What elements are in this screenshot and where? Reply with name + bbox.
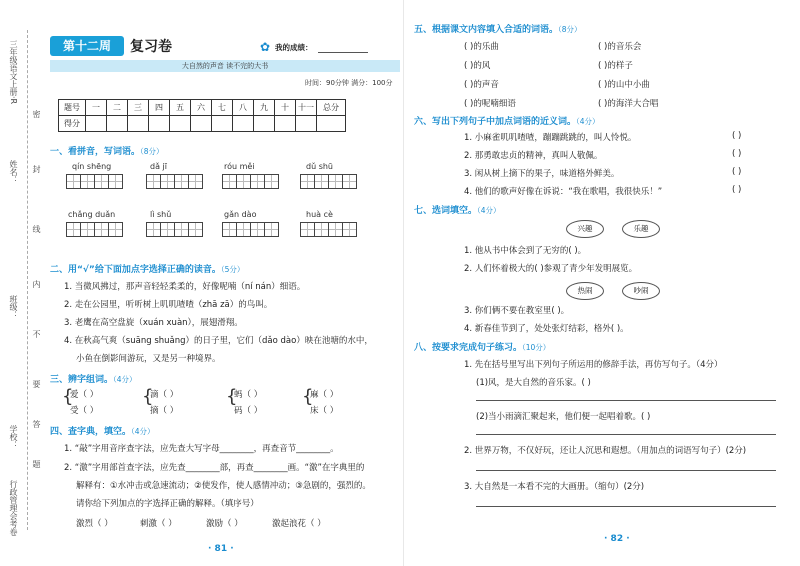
page-number: · 82 · <box>604 534 630 544</box>
writing-grid[interactable] <box>300 222 356 237</box>
question-item: 1. 当微风拂过，那声音轻轻柔柔的，好像呢喃（ní nán）细语。 <box>64 282 306 292</box>
score-table <box>58 99 346 132</box>
page-title: 复习卷 <box>130 39 172 55</box>
choice-item[interactable]: 刺激（ ） <box>140 519 177 529</box>
question-item: 解释有：①水冲击或急速流动；②使发作，使人感情冲动；③急剧的，强烈的。 <box>76 481 371 491</box>
section-title-text: 一、看拼音，写词语。 <box>50 147 141 157</box>
section-title-text: 七、选词填空。 <box>414 206 478 216</box>
section-6-title <box>414 114 600 127</box>
word-pair[interactable]: 床（ ） <box>310 406 339 416</box>
question-item: 2. 人们怀着极大的( )参观了青少年发明展览。 <box>464 264 638 274</box>
table-cell: 三 <box>128 100 149 116</box>
question-item: 3. 大自然是一本看不完的大画册。（缩句）(2分) <box>464 482 645 492</box>
question-item: 1. 先在括号里写出下列句子所运用的修辞手法，再仿写句子。（4分） <box>464 360 723 370</box>
seal-char: 要 <box>32 380 41 388</box>
section-points: （4分） <box>131 427 155 436</box>
fill-item[interactable]: ( )的乐曲 <box>464 42 499 52</box>
answer-blank[interactable]: ( ) <box>732 185 742 195</box>
table-cell: 七 <box>212 100 233 116</box>
writing-grid[interactable] <box>146 222 202 237</box>
word-pair[interactable]: 摘（ ） <box>150 406 179 416</box>
table-cell: 题号 <box>59 100 86 116</box>
book-label: 三年级语文上册·R <box>9 40 18 105</box>
binding-margin <box>0 0 40 566</box>
writing-grid[interactable] <box>66 174 122 189</box>
section-points: （4分） <box>477 206 501 215</box>
word-pair[interactable]: 蚂（ ） <box>234 390 263 400</box>
name-label: 姓名： <box>9 160 18 184</box>
page-number: · 81 · <box>208 544 234 554</box>
score-table-score-row <box>59 116 346 132</box>
pinyin: dǎ jī <box>150 162 167 171</box>
question-item: 请你给下列加点的字选择正确的解释。（填序号） <box>76 499 259 509</box>
theme-banner: 大自然的声音 读不完的大书 <box>50 60 400 72</box>
word-choice-bubble: 热闹 <box>566 282 604 300</box>
question-item: 4. 在秋高气爽（suāng shuǎng）的日子里，它们（dǎo dào）映在池塘的水中， <box>64 336 373 346</box>
score-cell[interactable] <box>191 116 212 132</box>
section-5-title <box>414 22 582 35</box>
section-1-title <box>50 144 164 157</box>
section-title-text: 八、按要求完成句子练习。 <box>414 343 523 353</box>
question-item: 3. 闲从树上摘下的果子，味道格外鲜美。 <box>464 169 620 179</box>
section-4-title <box>50 424 155 437</box>
pinyin: huà cè <box>306 210 333 219</box>
seal-char: 不 <box>32 330 41 338</box>
score-cell[interactable] <box>317 116 346 132</box>
word-choice-bubble: 吵闹 <box>622 282 660 300</box>
score-cell[interactable] <box>107 116 128 132</box>
pinyin: róu měi <box>224 162 255 171</box>
question-item: (1)风，是大自然的音乐家。( ) <box>476 378 591 388</box>
fill-item[interactable]: ( )的呢喃细语 <box>464 99 516 109</box>
question-item: 3. 你们俩不要在教室里( )。 <box>464 306 570 316</box>
table-cell: 十一 <box>296 100 317 116</box>
seal-char: 内 <box>32 280 41 288</box>
seal-char: 封 <box>32 165 41 173</box>
fill-item[interactable]: ( )的声音 <box>464 80 499 90</box>
table-cell: 五 <box>170 100 191 116</box>
section-points: （10分） <box>522 343 551 352</box>
fill-item[interactable]: ( )的风 <box>464 61 491 71</box>
score-cell[interactable] <box>275 116 296 132</box>
answer-line[interactable] <box>476 400 776 401</box>
answer-blank[interactable]: ( ) <box>732 167 742 177</box>
series-label: 行政管理会考卷 <box>9 480 18 536</box>
brace: { <box>62 386 74 407</box>
table-cell: 总分 <box>317 100 346 116</box>
word-choice-bubble: 兴趣 <box>566 220 604 238</box>
seal-line <box>27 30 28 530</box>
score-cell[interactable] <box>86 116 107 132</box>
writing-grid[interactable] <box>222 222 278 237</box>
question-item: 4. 他们的歌声好像在诉说：“我在歌唱，我很快乐！” <box>464 187 663 197</box>
section-points: （8分） <box>140 147 164 156</box>
writing-grid[interactable] <box>66 222 122 237</box>
answer-line[interactable] <box>476 506 776 507</box>
pinyin: chǎng duǎn <box>68 210 116 219</box>
word-pair[interactable]: 爱（ ） <box>70 390 99 400</box>
pinyin: gǎn dào <box>224 210 257 219</box>
answer-line[interactable] <box>476 434 776 435</box>
word-choice-bubble: 乐趣 <box>622 220 660 238</box>
writing-grid[interactable] <box>146 174 202 189</box>
page-divider <box>403 0 404 566</box>
section-3-title <box>50 372 137 385</box>
question-item: 1. “敲”字用音序查字法，应先查大写字母________，再查音节________。 <box>64 444 339 454</box>
section-title-text: 三、辨字组词。 <box>50 375 114 385</box>
seal-char: 题 <box>32 460 41 468</box>
seal-char: 答 <box>32 420 41 428</box>
table-cell: 八 <box>233 100 254 116</box>
choice-item[interactable]: 激烈（ ） <box>76 519 113 529</box>
week-badge: 第十二周 <box>50 36 124 56</box>
score-cell[interactable] <box>296 116 317 132</box>
section-points: （4分） <box>113 375 137 384</box>
word-pair[interactable]: 麻（ ） <box>310 390 339 400</box>
question-item: 2. 那勇敢忠贞的精神，真叫人敬佩。 <box>464 151 603 161</box>
writing-grid[interactable] <box>300 174 356 189</box>
question-item: 2. 世界万物，不仅好玩，还让人沉思和遐想。（用加点的词语写句子）(2分) <box>464 446 747 456</box>
table-cell: 十 <box>275 100 296 116</box>
seal-char: 密 <box>32 110 41 118</box>
writing-grid[interactable] <box>222 174 278 189</box>
section-8-title <box>414 340 550 353</box>
table-cell: 二 <box>107 100 128 116</box>
answer-blank[interactable]: ( ) <box>732 149 742 159</box>
score-cell[interactable] <box>212 116 233 132</box>
time-info: 时间：90分钟 满分：100分 <box>305 79 393 87</box>
score-cell[interactable] <box>170 116 191 132</box>
class-label: 班级： <box>9 295 18 319</box>
answer-blank[interactable]: ( ) <box>732 131 742 141</box>
question-item: 2. “激”字用部首查字法，应先查________部，再查________画。“激”在字典里的 <box>64 463 365 473</box>
score-table-header-row <box>59 100 346 116</box>
word-pair[interactable]: 滴（ ） <box>150 390 179 400</box>
score-cell[interactable] <box>254 116 275 132</box>
pinyin: qín shēng <box>72 162 112 171</box>
section-7-title <box>414 203 501 216</box>
school-label: 学校： <box>9 425 18 449</box>
question-item: 4. 新春佳节到了，处处张灯结彩，格外( )。 <box>464 324 629 334</box>
fill-item[interactable]: ( )的山中小曲 <box>598 80 650 90</box>
table-cell: 得分 <box>59 116 86 132</box>
score-cell[interactable] <box>149 116 170 132</box>
section-points: （4分） <box>576 117 600 126</box>
section-points: （8分） <box>558 25 582 34</box>
choice-item[interactable]: 激励（ ） <box>206 519 243 529</box>
section-title-text: 四、查字典，填空。 <box>50 427 132 437</box>
section-title-text: 二、用“√”给下面加点字选择正确的读音。 <box>50 265 221 275</box>
pinyin: dǔ shū <box>306 162 333 171</box>
answer-line[interactable] <box>476 470 776 471</box>
my-score-line[interactable] <box>318 52 368 53</box>
seal-char: 线 <box>32 225 41 233</box>
brace: { <box>226 386 238 407</box>
question-item: 1. 小麻雀叽叽喳喳，蹦蹦跳跳的，叫人怜悦。 <box>464 133 637 143</box>
fill-item[interactable]: ( )的海洋大合唱 <box>598 99 659 109</box>
question-item: 3. 老鹰在高空盘旋（xuán xuàn），展翅滑翔。 <box>64 318 243 328</box>
question-item: (2)当小雨滴汇聚起来，他们便一起唱着歌。( ) <box>476 412 651 422</box>
brace: { <box>142 386 154 407</box>
fill-item[interactable]: ( )的音乐会 <box>598 42 642 52</box>
question-item: 2. 走在公园里，听听树上叽叽喳喳（zhā zā）的鸟叫。 <box>64 300 273 310</box>
table-cell: 六 <box>191 100 212 116</box>
section-points: （5分） <box>220 265 245 274</box>
fill-item[interactable]: ( )的样子 <box>598 61 633 71</box>
section-title-text: 五、根据课文内容填入合适的词语。 <box>414 25 559 35</box>
section-2-title <box>50 262 244 275</box>
my-score-label: 我的成绩： <box>275 43 313 52</box>
question-item: 小鱼在倒影间游玩，又是另一种境界。 <box>76 354 221 364</box>
table-cell: 四 <box>149 100 170 116</box>
choice-item[interactable]: 激起浪花（ ） <box>272 519 326 529</box>
pinyin: lì shǔ <box>150 210 172 219</box>
brace: { <box>302 386 314 407</box>
question-item: 1. 他从书中体会到了无穷的( )。 <box>464 246 587 256</box>
flower-icon: ✿ <box>260 40 271 54</box>
word-pair[interactable]: 受（ ） <box>70 406 99 416</box>
score-cell[interactable] <box>128 116 149 132</box>
section-title-text: 六、写出下列句子中加点词语的近义词。 <box>414 117 577 127</box>
table-cell: 一 <box>86 100 107 116</box>
word-pair[interactable]: 码（ ） <box>234 406 263 416</box>
table-cell: 九 <box>254 100 275 116</box>
score-cell[interactable] <box>233 116 254 132</box>
